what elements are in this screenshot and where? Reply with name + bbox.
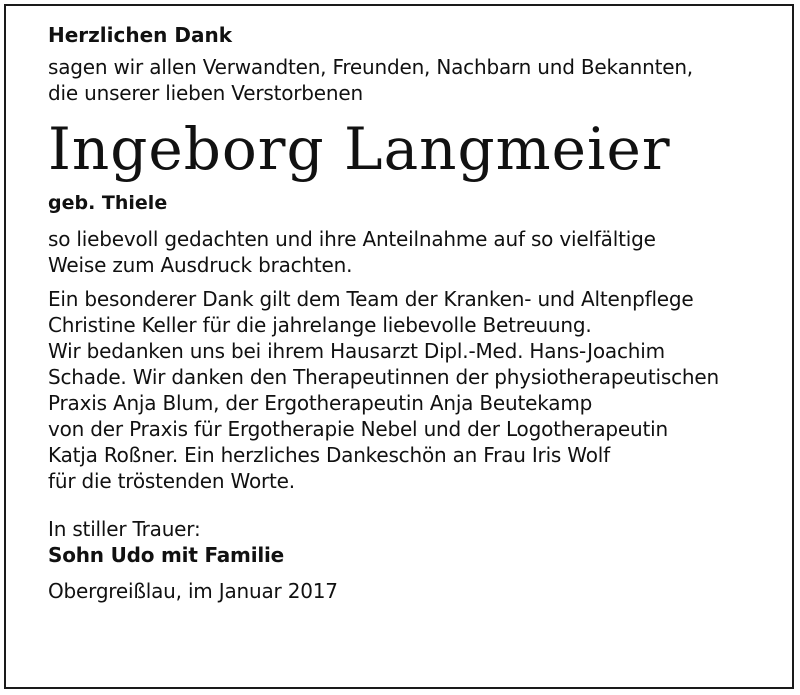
signature: Sohn Udo mit Familie	[48, 543, 285, 567]
place-date: Obergreißlau, im Januar 2017	[48, 579, 338, 603]
intro-line: die unserer lieben Verstorbenen	[48, 81, 363, 105]
paragraph-line: Wir bedanken uns bei ihrem Hausarzt Dipl.-Med. Hans-Joachim	[48, 339, 665, 363]
birth-name: geb. Thiele	[48, 192, 168, 214]
paragraph-line: Katja Roßner. Ein herzliches Dankeschön an Frau Iris Wolf	[48, 443, 610, 467]
intro-line: sagen wir allen Verwandten, Freunden, Nachbarn und Bekannten,	[48, 55, 693, 79]
closing-phrase: In stiller Trauer:	[48, 517, 201, 541]
obituary-notice	[48, 22, 768, 604]
deceased-name: Ingeborg Langmeier	[48, 115, 671, 183]
paragraph-line: Schade. Wir danken den Therapeutinnen der physiotherapeutischen	[48, 365, 719, 389]
thanks-paragraph	[48, 286, 768, 494]
paragraph-line: Ein besonderer Dank gilt dem Team der Kranken- und Altenpflege	[48, 287, 694, 311]
spacer	[48, 502, 768, 516]
gratitude-paragraph	[48, 226, 768, 278]
notice-heading: Herzlichen Dank	[48, 23, 233, 47]
paragraph-line: Praxis Anja Blum, der Ergotherapeutin Anja Beutekamp	[48, 391, 593, 415]
paragraph-line: für die tröstenden Worte.	[48, 469, 295, 493]
spacer	[48, 568, 768, 578]
paragraph-line: so liebevoll gedachten und ihre Anteilnahme auf so vielfältige	[48, 227, 656, 251]
paragraph-line: Weise zum Ausdruck brachten.	[48, 253, 353, 277]
paragraph-line: Christine Keller für die jahrelange liebevolle Betreuung.	[48, 313, 592, 337]
paragraph-line: von der Praxis für Ergotherapie Nebel und der Logotherapeutin	[48, 417, 668, 441]
intro-text	[48, 54, 768, 106]
